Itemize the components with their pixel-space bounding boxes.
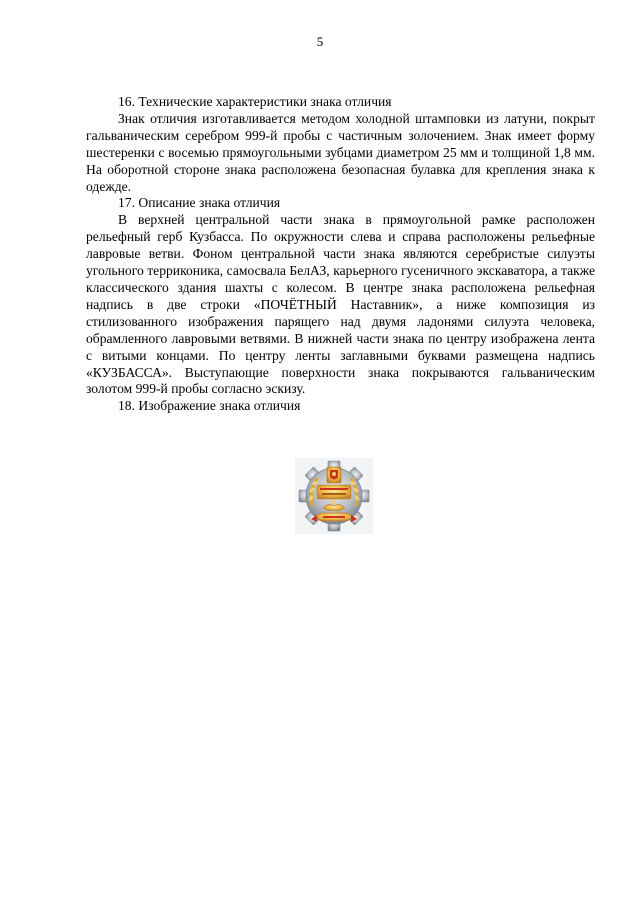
page-number: 5 xyxy=(316,34,324,49)
document-body xyxy=(86,94,595,415)
section-16-heading: 16. Технические характеристики знака отличия xyxy=(118,94,392,109)
section-17-text: В верхней центральной части знака в прямоугольной рамке расположен рельефный герб Кузбасса. По окружности слева и справа расположены рельефные лавровые ветви. Фоном центральной части знака являются серебристые силуэты угольного терриконика, самосвала БелАЗ, карьерного гусеничного экскаватора, а также классического здания шахты с колесом. В центре знака расположена рельефная надпись в две строки «ПОЧЁТНЫЙ Наставник», а ниже композиция из стилизованного изображения парящего над двумя ладонями силуэта человека, обрамленного лавровыми ветвями. В нижней части знака по центру изображена лента с витыми концами. По центру ленты заглавными буквами размещена надпись «КУЗБАССА». Выступающие поверхности знака покрываются гальваническим золотом 999-й пробы согласно эскизу. xyxy=(86,212,595,397)
badge-image xyxy=(295,458,373,534)
section-17-heading: 17. Описание знака отличия xyxy=(118,195,281,211)
badge-emblem-icon xyxy=(295,458,373,534)
section-16-text: Знак отличия изготавливается методом холодной штамповки из латуни, покрыт гальваническим серебром 999-й пробы с частичным золочением. Знак имеет форму шестеренки с восемью прямоугольными зубцами диаметром 25 мм и толщиной 1,8 мм. На оборотной стороне знака расположена безопасная булавка для крепления знака к одежде. xyxy=(86,110,595,194)
section-18-heading: 18. Изображение знака отличия xyxy=(118,398,301,414)
